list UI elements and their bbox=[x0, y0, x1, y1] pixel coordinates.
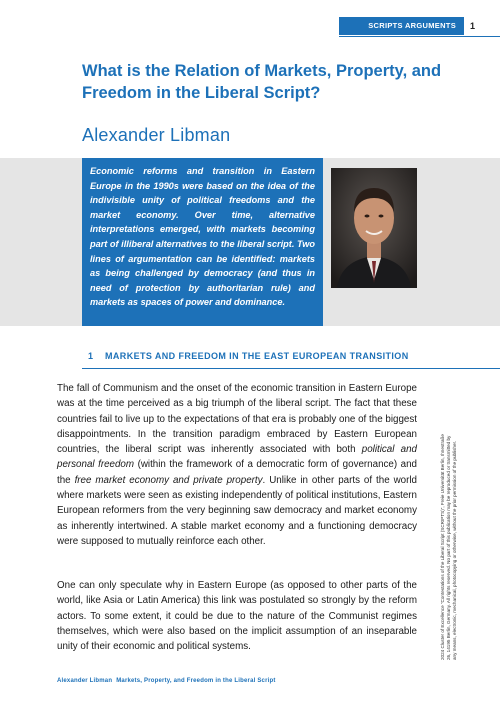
footer-author: Alexander Libman bbox=[57, 678, 113, 684]
body-paragraph-1 bbox=[57, 381, 417, 549]
header-rule bbox=[339, 36, 500, 37]
page-footer bbox=[57, 678, 457, 684]
section-number: 1 bbox=[88, 351, 94, 361]
paragraph-1-text-a: The fall of Communism and the onset of the economic transition in Eastern Europe was at the time perceived as a big triumph of the liberal script. The fact that these countries fail to live up to the expectations of that era is probably one of the biggest disappointments. In the transition paradigm embraced by Eastern European countries, the liberal script was inherently associated with both bbox=[57, 383, 417, 456]
paragraph-1-emphasis-a: political and personal freedom bbox=[57, 444, 417, 471]
copyright-side-note: 2024 Cluster of Excellence "Contestations of the Liberal Script (SCRIPTS)", Freie Universität Berlin, Ihnestraße 26, 14195 Berlin, Germany. All rights reserved. No part of this publication may be reproduced or transmitted by any means, electronic, mechanical, photocopying or otherwise, without the prior permission of the publisher. bbox=[440, 434, 457, 660]
article-author: Alexander Libman bbox=[82, 125, 231, 145]
section-title: MARKETS AND FREEDOM IN THE EAST EUROPEAN TRANSITION bbox=[105, 351, 409, 361]
article-title: What is the Relation of Markets, Property, and Freedom in the Liberal Script? bbox=[82, 62, 442, 102]
header-section-label: SCRIPTS ARGUMENTS bbox=[339, 17, 464, 35]
paragraph-1-emphasis-b: free market economy and private property bbox=[74, 474, 263, 486]
section-heading bbox=[88, 351, 448, 361]
page-number: 1 bbox=[470, 21, 476, 31]
footer-title: Markets, Property, and Freedom in the Liberal Script bbox=[116, 678, 276, 684]
paragraph-1-text-b: (within the framework of a democratic form of governance) and the bbox=[57, 459, 417, 486]
author-portrait bbox=[331, 168, 417, 288]
paragraph-1-text-c: . Unlike in other parts of the world where markets were seen as existing independently of political institutions, Eastern European reformers from the very beginning saw democracy and market economy as inherently intertwined. A stable market economy and a functioning democracy were supposed to mutually reinforce each other. bbox=[57, 474, 417, 547]
abstract-box: Economic reforms and transition in Eastern Europe in the 1990s were based on the idea of the indivisible unity of political freedoms and the market economy. Over time, alternative interpretations emerged, with markets becoming part of illiberal alternatives to the liberal script. Two lines of argumentation can be identified: markets as being challenged by democracy (and thus in need of protection by authoritarian rule) and markets as spaces of power and dominance. bbox=[82, 158, 323, 326]
section-rule bbox=[82, 368, 500, 369]
body-paragraph-2: One can only speculate why in Eastern Europe (as opposed to other parts of the world, like Asia or Latin America) this link was postulated so strongly by the reform actors. To some extent, it could be due to the nature of the Communist regimes themselves, which were also based on the implicit assumption of an inseparable unity of their economic and political systems. bbox=[57, 580, 417, 653]
